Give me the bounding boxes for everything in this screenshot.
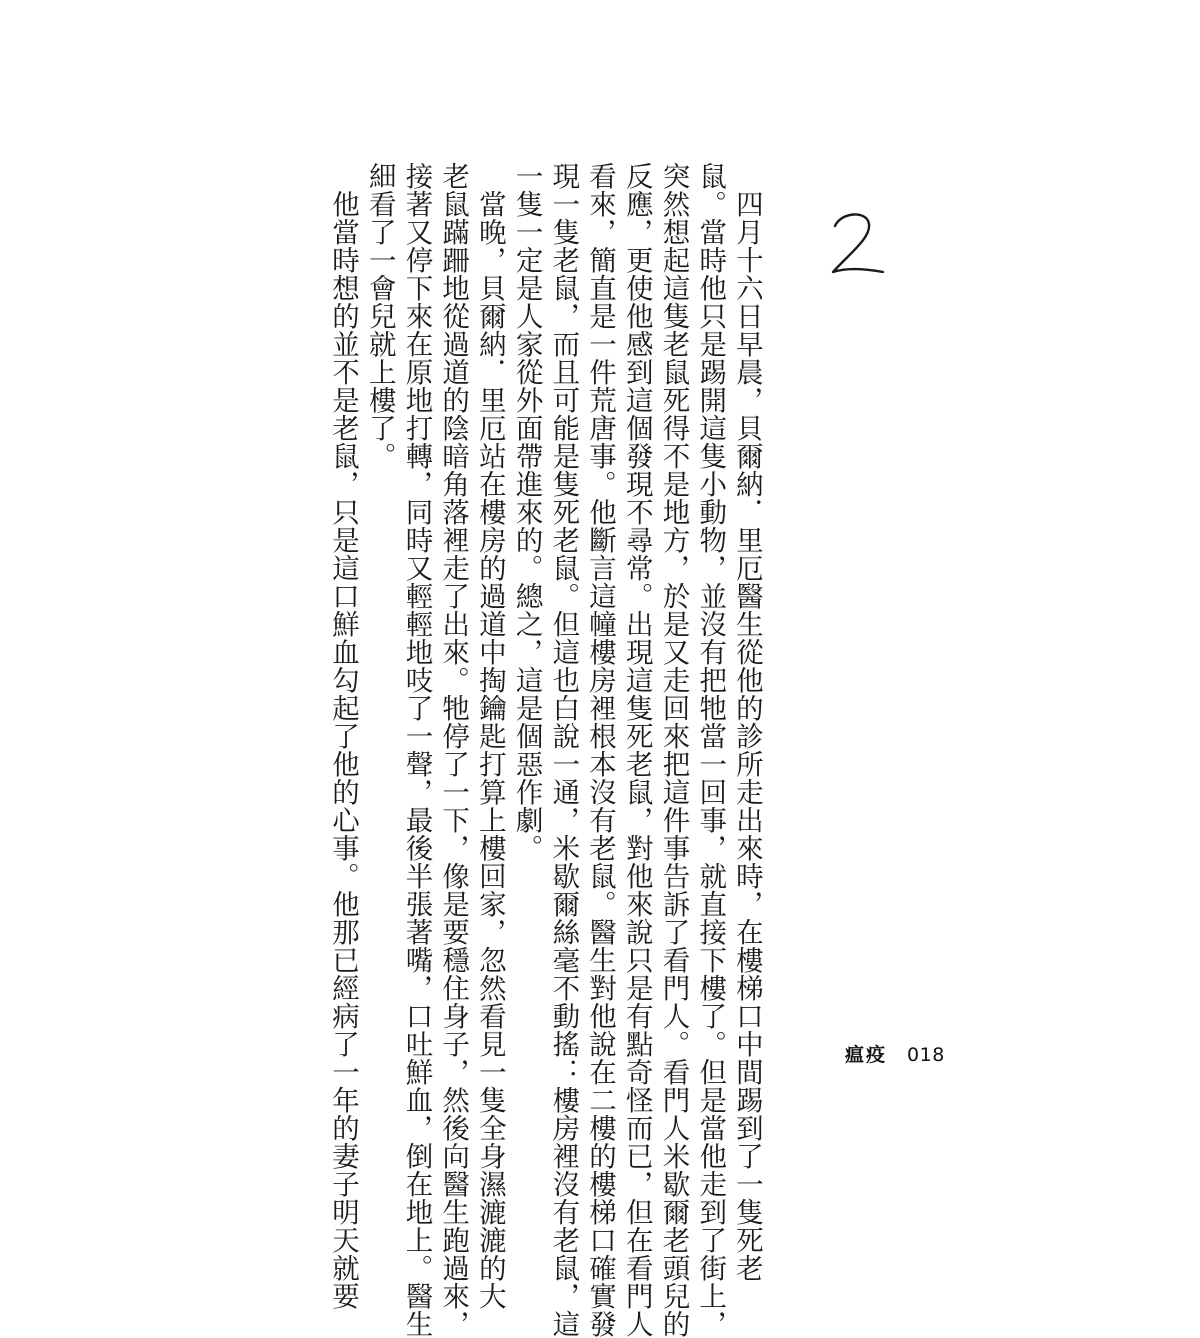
chapter-numeral-glyph (827, 208, 889, 278)
text-column: 細看了一會兒就上樓了。 (363, 162, 396, 470)
running-title: 瘟疫 (845, 1044, 888, 1066)
text-column: 老鼠蹣跚地從過道的陰暗角落裡走了出來。牠停了一下，像是要穩住身子，然後向醫生跑過來， (437, 162, 470, 1338)
text-column: 現一隻老鼠，而且可能是隻死老鼠。但這也白說一通，米歇爾絲毫不動搖：樓房裡沒有老鼠，這 (547, 162, 580, 1338)
text-column: 一隻一定是人家從外面帶進來的。總之，這是個惡作劇。 (510, 162, 543, 862)
text-column: 當晚，貝爾納．里厄站在樓房的過道中掏鑰匙打算上樓回家，忽然看見一隻全身濕漉漉的大 (473, 162, 506, 1310)
text-column: 四月十六日早晨，貝爾納．里厄醫生從他的診所走出來時，在樓梯口中間踢到了一隻死老 (730, 162, 763, 1282)
text-column: 突然想起這隻老鼠死得不是地方，於是又走回來把這件事告訴了看門人。看門人米歇爾老頭兒的 (657, 162, 690, 1338)
text-column: 反應，更使他感到這個發現不尋常。出現這隻死老鼠，對他來說只是有點奇怪而已，但在看門人 (620, 162, 653, 1338)
body-text (327, 162, 763, 1338)
chapter-number (818, 208, 898, 288)
page-footer (845, 1040, 945, 1067)
text-column: 看來，簡直是一件荒唐事。他斷言這幢樓房裡根本沒有老鼠。醫生對他說在二樓的樓梯口確實發 (584, 162, 617, 1338)
page-number: 018 (907, 1044, 945, 1066)
text-column: 鼠。當時他只是踢開這隻小動物，並沒有把牠當一回事，就直接下樓了。但是當他走到了街上， (694, 162, 727, 1338)
text-column: 接著又停下來在原地打轉，同時又輕輕地吱了一聲，最後半張著嘴，口吐鮮血，倒在地上。醫生 (400, 162, 433, 1338)
text-column: 他當時想的並不是老鼠，只是這口鮮血勾起了他的心事。他那已經病了一年的妻子明天就要 (327, 162, 359, 1310)
